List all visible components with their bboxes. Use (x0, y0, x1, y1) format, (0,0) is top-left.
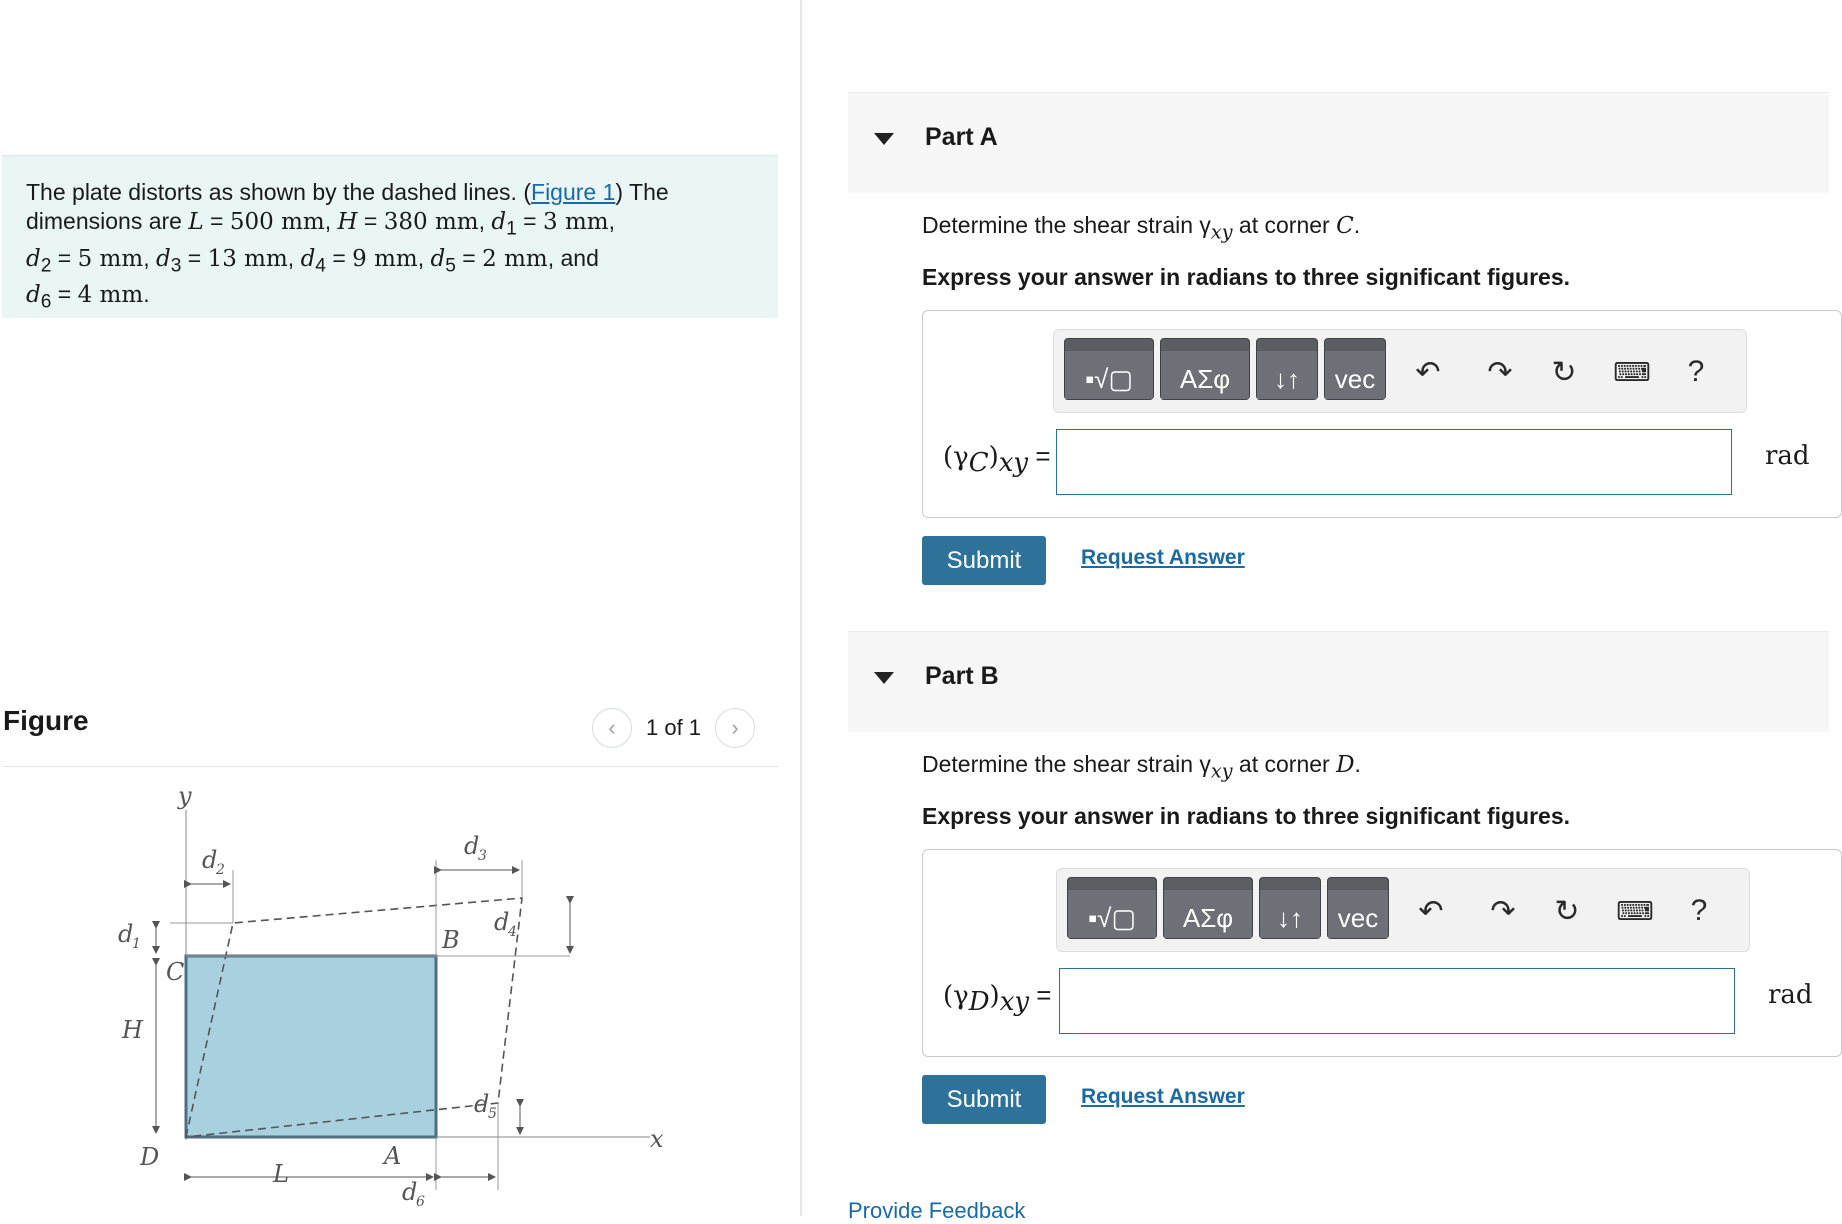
help-label: ? (1687, 355, 1705, 388)
sub-d1: 1 (506, 218, 517, 240)
next-figure-button[interactable] (715, 708, 755, 748)
part-a-question: Determine the shear strain $\gamma_{xy}$ at corner C. (922, 212, 1361, 244)
part-a-request-answer-link[interactable]: Request Answer (1081, 546, 1245, 569)
label-d5-sub: 5 (488, 1106, 497, 1122)
undo-icon[interactable]: ↶ (1418, 894, 1444, 928)
arrows-label: ↓↑ (1274, 364, 1300, 394)
label-d2: d (202, 846, 218, 874)
part-a-unit: rad (1765, 441, 1810, 471)
sub-d5: 5 (445, 255, 456, 277)
and-text: , and (547, 244, 599, 271)
vec-label: vec (1337, 903, 1379, 933)
vec-label: vec (1334, 364, 1376, 394)
lhs-sub2: xy (999, 987, 1030, 1018)
part-a-title: Part A (925, 123, 998, 151)
label-C: C (166, 958, 185, 986)
val-d4: 9 mm (352, 245, 418, 272)
part-b-request-answer-link[interactable]: Request Answer (1081, 1085, 1245, 1108)
var-L: L (188, 209, 204, 235)
question-text: Determine the shear strain γ (922, 751, 1211, 777)
question-corner: C (1336, 213, 1354, 239)
lhs-sub2: xy (998, 448, 1029, 479)
var-d2: d (26, 245, 41, 272)
part-b-title: Part B (925, 662, 999, 690)
chevron-right-icon: › (731, 715, 739, 740)
question-sub: xy (1210, 759, 1233, 783)
var-d6: d (26, 282, 41, 309)
part-a-lhs (943, 441, 1051, 478)
templates-icon: ▪√▢ (1087, 903, 1137, 933)
greek-button[interactable] (1163, 877, 1253, 939)
var-H: H (337, 209, 358, 235)
arrows-button[interactable] (1256, 338, 1318, 400)
label-y: y (178, 782, 192, 810)
label-B: B (442, 926, 460, 954)
templates-button[interactable] (1067, 877, 1157, 939)
vec-button[interactable] (1327, 877, 1389, 939)
sub-d6: 6 (40, 291, 52, 313)
plate-figure (90, 780, 690, 1210)
undo-icon[interactable]: ↶ (1415, 355, 1441, 389)
label-A: A (384, 1142, 402, 1170)
val-H: 380 mm (383, 209, 479, 235)
figure-divider (3, 766, 778, 767)
part-b-instruction: Express your answer in radians to three significant figures. (922, 803, 1571, 829)
part-b-submit-button[interactable]: Submit (922, 1075, 1046, 1124)
vec-button[interactable] (1324, 338, 1386, 400)
keyboard-icon[interactable]: ⌨ (1616, 895, 1654, 926)
lhs-tail: ) (989, 981, 1000, 1011)
problem-intro: The plate distorts as shown by the dashed lines. ( (26, 179, 532, 205)
left-panel (0, 0, 800, 1216)
lhs-eq: = (1029, 980, 1052, 1010)
question-tail: at corner (1232, 751, 1337, 777)
help-label: ? (1690, 894, 1708, 927)
templates-label: √ (1094, 364, 1109, 394)
templates-label: √ (1097, 903, 1112, 933)
problem-statement: The plate distorts as shown by the dashed lines. (Figure 1) The dimensions are L = 500 mm, H = 380 mm, $d_1 = 3$ mm, $d_2 = 5$ mm, $d_3 = 13$ mm, $d_4 = 9$ mm, $d_5 = 2$ mm, and $d_6 = 4$ mm. (2, 155, 778, 318)
sub-d3: 3 (170, 255, 182, 277)
label-d6-sub: 6 (416, 1194, 425, 1210)
arrows-label: ↓↑ (1277, 903, 1303, 933)
var-d1: d (491, 209, 507, 235)
chevron-left-icon: ‹ (608, 715, 616, 740)
part-b-header[interactable] (848, 631, 1829, 732)
greek-label: ΑΣφ (1182, 903, 1234, 933)
part-b-answer-input[interactable] (1059, 968, 1735, 1034)
part-b-unit: rad (1768, 980, 1813, 1010)
label-d1: d (118, 920, 134, 948)
part-a-header[interactable] (848, 92, 1829, 193)
val-d6: 4 mm (77, 282, 144, 309)
figure-link[interactable]: Figure 1 (531, 179, 616, 205)
label-d4-sub: 4 (508, 924, 517, 940)
collapse-caret-icon[interactable] (874, 672, 894, 684)
label-d4: d (494, 908, 510, 936)
greek-label: ΑΣφ (1179, 364, 1231, 394)
lhs-sub: D (968, 987, 990, 1018)
question-sub: xy (1210, 220, 1233, 244)
problem-text: ) The dimensions are (26, 179, 669, 234)
keyboard-icon[interactable]: ⌨ (1613, 356, 1651, 387)
val-L: 500 mm (229, 209, 325, 235)
reset-icon[interactable]: ↻ (1554, 894, 1580, 928)
part-a-submit-button[interactable]: Submit (922, 536, 1046, 585)
figure-title: Figure (3, 705, 89, 736)
arrows-button[interactable] (1259, 877, 1321, 939)
label-x: x (650, 1125, 664, 1153)
label-L: L (273, 1160, 289, 1188)
lhs-tail: ) (988, 442, 999, 472)
label-d3: d (464, 832, 480, 860)
label-d1-sub: 1 (132, 936, 141, 952)
templates-icon: ▪√▢ (1084, 364, 1134, 394)
part-a-answer-box (922, 310, 1842, 518)
part-b-question: Determine the shear strain $\gamma_{xy}$ at corner D. (922, 751, 1361, 783)
lhs-eq: = (1028, 441, 1051, 471)
label-d3-sub: 3 (478, 848, 487, 864)
figure-pager (592, 706, 755, 750)
part-b-lhs (943, 980, 1051, 1017)
val-d3: 13 mm (207, 245, 288, 272)
label-H: H (122, 1016, 143, 1044)
math-toolbar (1053, 329, 1747, 413)
prev-figure-button[interactable] (592, 708, 632, 748)
redo-icon[interactable]: ↷ (1490, 894, 1516, 928)
label-d6: d (402, 1178, 418, 1206)
redo-icon[interactable]: ↷ (1487, 355, 1513, 389)
right-panel (848, 0, 1829, 1223)
question-text: Determine the shear strain γ (922, 212, 1211, 238)
val-d5: 2 mm (482, 245, 548, 272)
part-a-answer-input[interactable] (1056, 429, 1732, 495)
greek-button[interactable] (1160, 338, 1250, 400)
reset-icon[interactable]: ↻ (1551, 355, 1577, 389)
help-icon[interactable] (1674, 350, 1718, 394)
val-d1: 3 mm (543, 209, 609, 235)
sub-d2: 2 (40, 255, 52, 277)
collapse-caret-icon[interactable] (874, 133, 894, 145)
var-d5: d (430, 245, 446, 272)
lhs-sub: C (968, 448, 989, 479)
math-toolbar (1056, 868, 1750, 952)
lhs-gamma: (γ (943, 442, 969, 472)
templates-button[interactable] (1064, 338, 1154, 400)
pager-count: 1 of 1 (646, 715, 702, 740)
label-d2-sub: 2 (216, 862, 225, 878)
provide-feedback-link[interactable]: Provide Feedback (848, 1198, 1026, 1223)
sub-d4: 4 (315, 255, 326, 277)
label-D: D (140, 1143, 160, 1171)
var-d3: d (155, 245, 171, 272)
help-icon[interactable] (1677, 889, 1721, 933)
question-tail: at corner (1232, 212, 1337, 238)
part-b-answer-box (922, 849, 1842, 1057)
lhs-gamma: (γ (943, 981, 969, 1011)
label-d5: d (474, 1090, 490, 1118)
panel-divider (800, 0, 802, 1216)
var-d4: d (300, 245, 316, 272)
question-corner: D (1336, 752, 1355, 778)
plate (186, 956, 436, 1137)
part-a-instruction: Express your answer in radians to three significant figures. (922, 264, 1571, 290)
val-d2: 5 mm (77, 245, 144, 272)
